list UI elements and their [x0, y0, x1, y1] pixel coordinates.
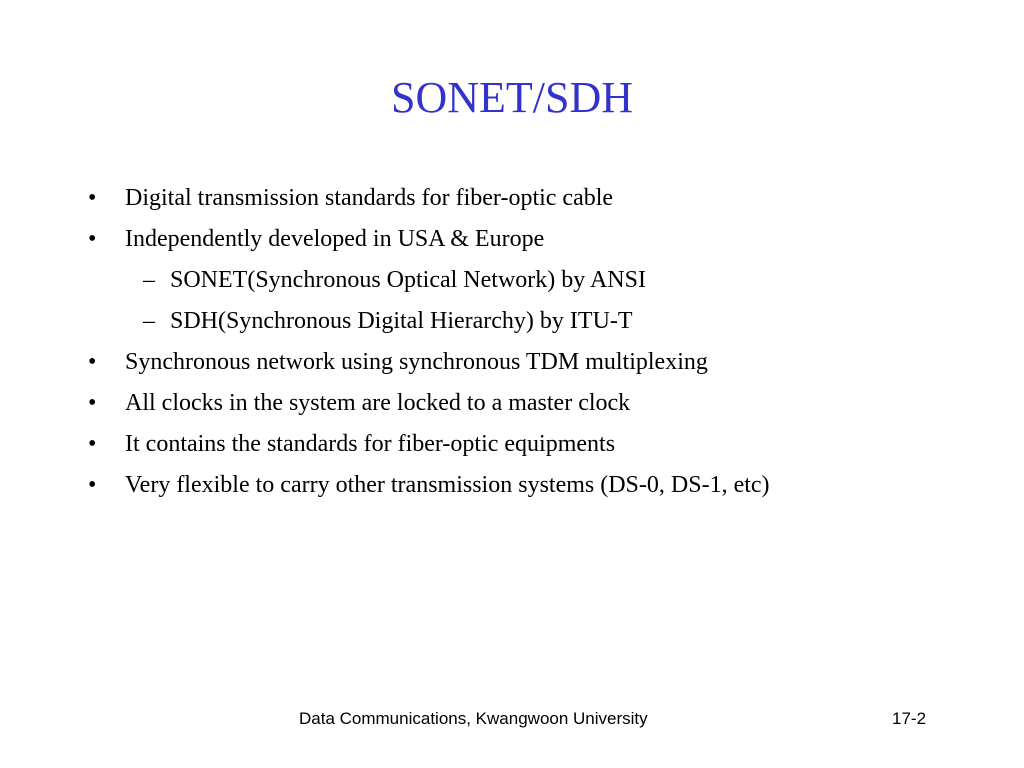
bullet-list	[0, 178, 1024, 506]
bullet-marker: •	[88, 431, 97, 457]
list-item	[0, 178, 1024, 219]
dash-marker: –	[143, 308, 155, 334]
bullet-text: SDH(Synchronous Digital Hierarchy) by ITU-T	[170, 308, 633, 334]
list-item	[0, 383, 1024, 424]
bullet-text: Independently developed in USA & Europe	[125, 226, 545, 252]
list-item	[0, 342, 1024, 383]
bullet-marker: •	[88, 185, 97, 211]
bullet-text: It contains the standards for fiber-optic equipments	[125, 431, 616, 457]
sub-list-item	[0, 301, 1024, 342]
page-number: 17-2	[892, 709, 927, 728]
bullet-text: Digital transmission standards for fiber-optic cable	[125, 185, 614, 211]
bullet-text: SONET(Synchronous Optical Network) by ANSI	[170, 267, 646, 293]
list-item	[0, 219, 1024, 260]
bullet-marker: •	[88, 226, 97, 252]
dash-marker: –	[143, 267, 155, 293]
bullet-marker: •	[88, 390, 97, 416]
sub-list-item	[0, 260, 1024, 301]
bullet-marker: •	[88, 349, 97, 375]
bullet-text: Very flexible to carry other transmission systems (DS-0, DS-1, etc)	[125, 472, 770, 498]
list-item	[0, 424, 1024, 465]
list-item	[0, 465, 1024, 506]
footer-caption: Data Communications, Kwangwoon University	[299, 709, 648, 728]
bullet-text: All clocks in the system are locked to a master clock	[125, 390, 631, 416]
slide-title: SONET/SDH	[390, 73, 634, 122]
bullet-text: Synchronous network using synchronous TDM multiplexing	[125, 349, 708, 375]
bullet-marker: •	[88, 472, 97, 498]
